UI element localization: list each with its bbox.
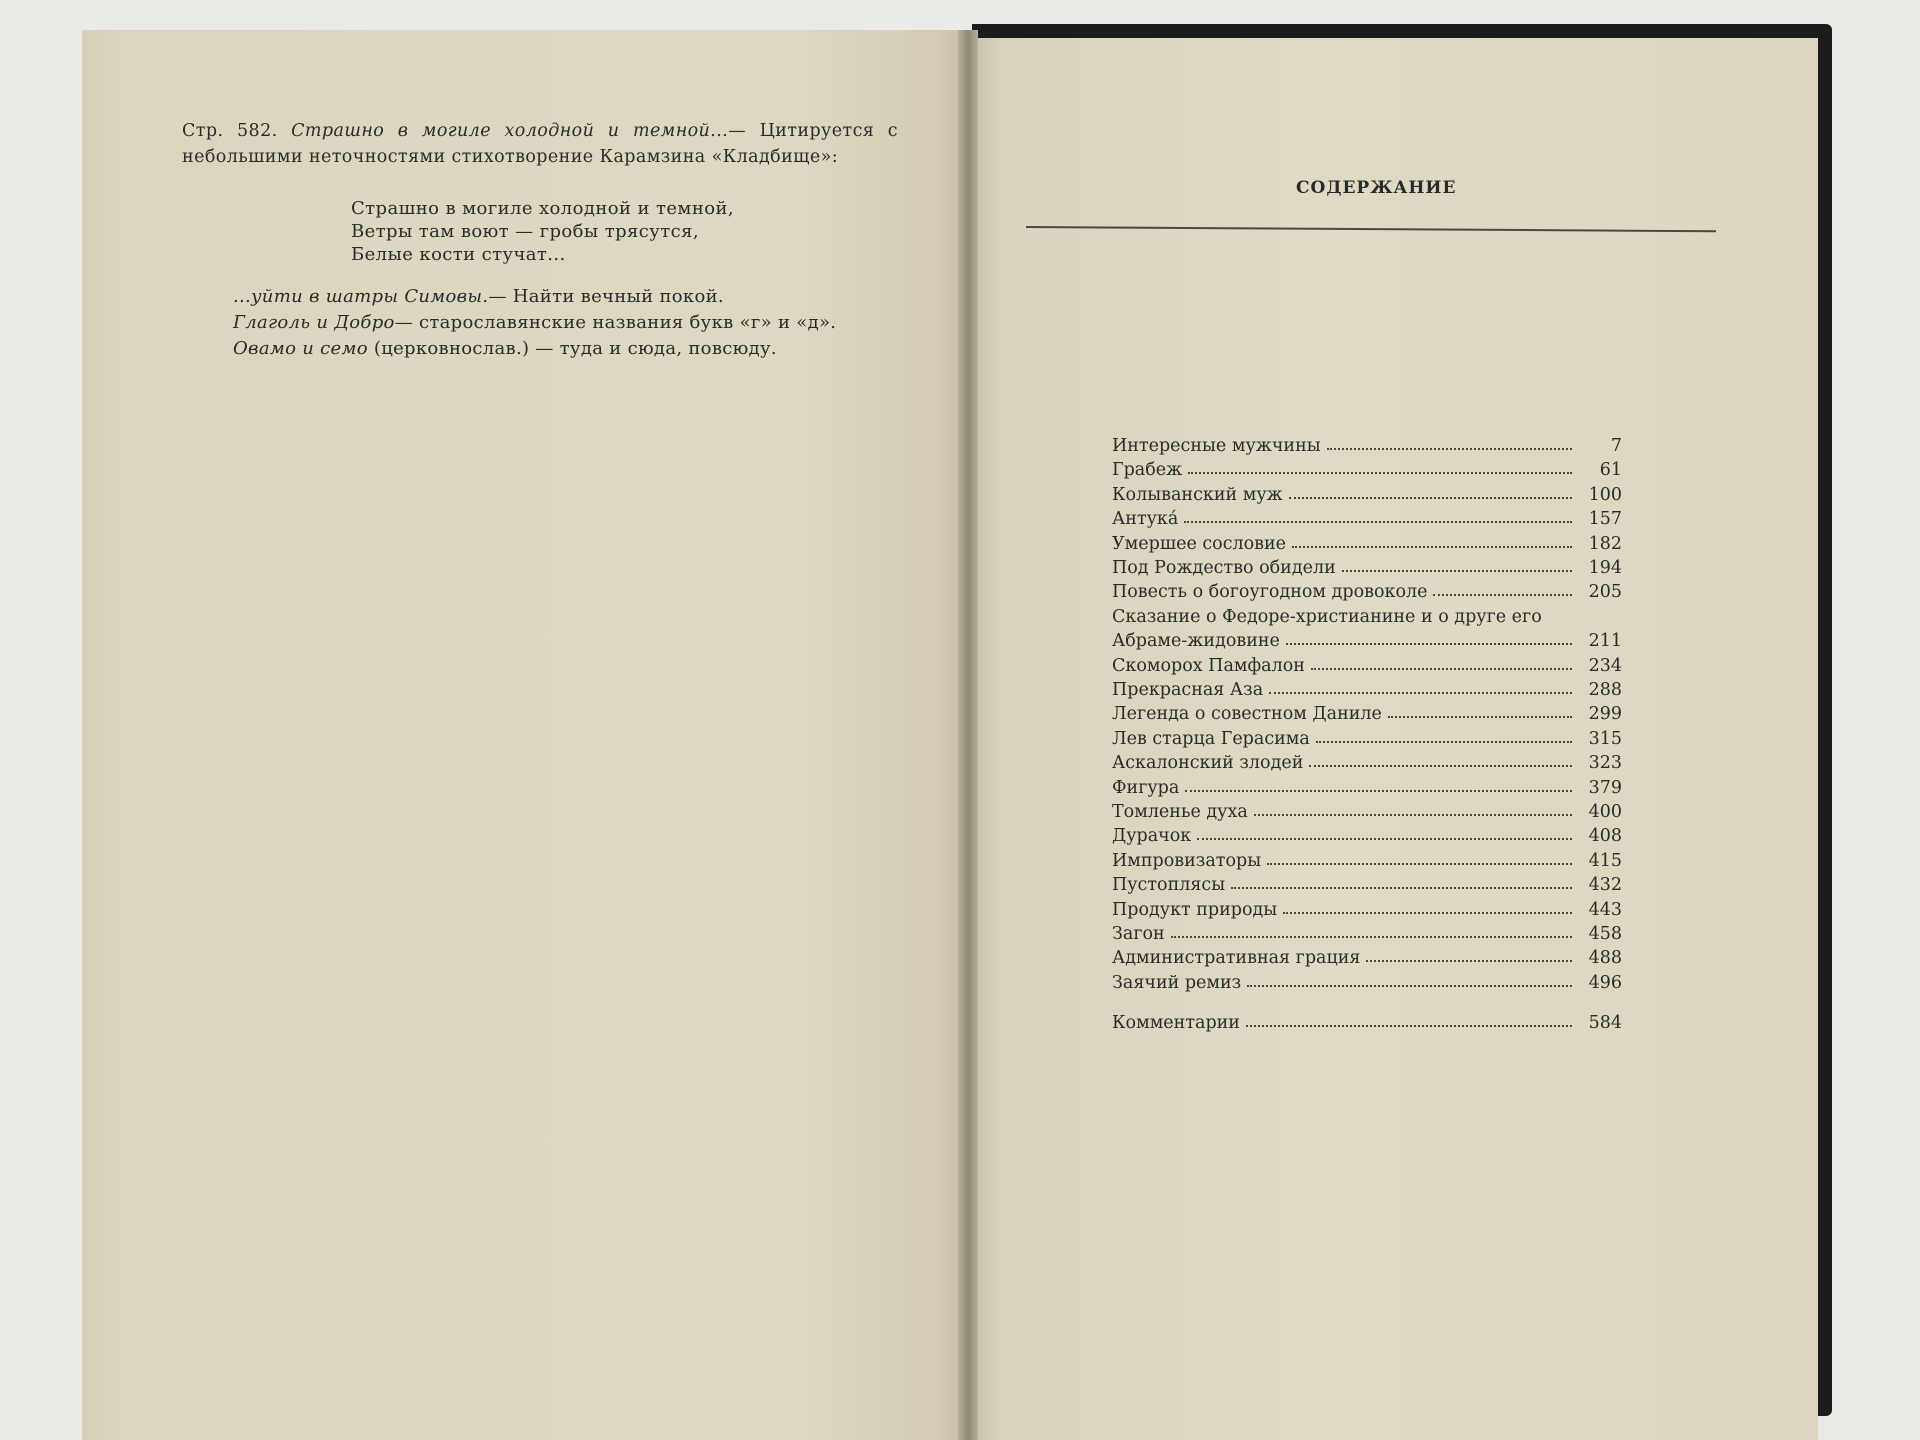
toc-entry: [1112, 627, 1622, 651]
toc-leader-dots: [1246, 1025, 1572, 1027]
toc-entry-title: Сказание о Федоре-христианине и о друге его: [1112, 606, 1542, 627]
note-explanation: — Цитируется с небольшими неточностями стихотворение Карамзина «Кладбище»:: [182, 121, 898, 167]
gloss-text: — Найти вечный покой.: [488, 286, 724, 307]
toc-entry-title: Административная грация: [1112, 948, 1361, 969]
toc-entry: [1112, 871, 1622, 895]
toc-entry-page: 182: [1588, 533, 1622, 554]
toc-entry-page: 194: [1588, 558, 1622, 578]
toc-entry-page: 458: [1588, 924, 1622, 944]
toc-entry: [1112, 505, 1622, 529]
gloss-term: Овамо и семо: [233, 338, 368, 359]
toc-entry: [1112, 774, 1622, 798]
gloss-text: (церковнослав.) — туда и сюда, повсюду.: [367, 338, 777, 359]
toc-entry-page: 211: [1588, 631, 1622, 652]
toc-entry-title: Фигура: [1112, 777, 1180, 798]
toc-entry: [1112, 554, 1622, 578]
toc-entry-title: Аскалонский злодей: [1112, 753, 1304, 774]
toc-leader-dots: [1185, 790, 1572, 792]
verse-line: Белые кости стучат...: [351, 244, 566, 265]
toc-entry: [1112, 676, 1622, 700]
toc-entry-page: 488: [1588, 948, 1622, 969]
toc-leader-dots: [1247, 985, 1572, 987]
toc-leader-dots: [1311, 668, 1572, 670]
toc-entry-title: Под Рождество обидели: [1112, 558, 1336, 578]
toc-leader-dots: [1254, 814, 1572, 816]
toc-leader-dots: [1327, 448, 1572, 450]
toc-entry-title: Повесть о богоугодном дровоколе: [1112, 582, 1428, 603]
toc-entry-page: 323: [1588, 753, 1622, 774]
toc-entry: [1112, 603, 1622, 627]
quoted-verse: [351, 197, 734, 266]
toc-entry: [1112, 578, 1622, 602]
toc-leader-dots: [1269, 692, 1572, 694]
gloss-term: ...уйти в шатры Симовы.: [233, 286, 489, 307]
toc-entry-title: Пустоплясы: [1112, 875, 1226, 896]
toc-entry-title: Импровизаторы: [1112, 850, 1262, 871]
toc-entry: [1112, 944, 1622, 968]
toc-entry-title: Грабеж: [1112, 460, 1183, 481]
toc-entry: [1112, 456, 1622, 480]
toc-entry-title: Загон: [1112, 924, 1165, 944]
toc-leader-dots: [1188, 472, 1572, 474]
toc-leader-dots: [1286, 643, 1572, 645]
toc-entry-title: Томленье духа: [1112, 802, 1248, 822]
toc-entry: [1112, 749, 1622, 773]
toc-entry: [1112, 700, 1622, 724]
toc-leader-dots: [1309, 765, 1572, 767]
toc-entry-page: 432: [1588, 875, 1622, 896]
toc-entry-title: Интересные мужчины: [1112, 436, 1321, 456]
toc-entry-page: 288: [1588, 680, 1622, 700]
toc-entry-page: 315: [1588, 728, 1622, 749]
toc-entry-page: 299: [1588, 704, 1622, 725]
toc-entry-title: Заячий ремиз: [1112, 972, 1242, 993]
gloss-item: [233, 336, 836, 362]
gloss-item: [233, 310, 836, 336]
toc-entry-page: 205: [1588, 582, 1622, 603]
toc-entry-page: 100: [1588, 484, 1622, 505]
verse-line: Ветры там воют — гробы трясутся,: [351, 221, 699, 242]
toc-entry-title: Колыванский муж: [1112, 484, 1283, 505]
toc-entry: [1112, 725, 1622, 749]
gloss-term: Глаголь и Добро: [233, 312, 395, 333]
toc-entry: [1112, 432, 1622, 456]
toc-entry-page: 408: [1588, 826, 1622, 847]
toc-entry-title: Лев старца Герасима: [1112, 728, 1310, 749]
toc-entry-title: Прекрасная Аза: [1112, 680, 1264, 700]
gloss-list: [233, 284, 836, 362]
gloss-item: [233, 284, 836, 310]
toc-entry-page: 496: [1588, 972, 1622, 993]
toc-leader-dots: [1283, 912, 1572, 914]
note-page-ref: Стр. 582.: [182, 121, 278, 141]
toc-entry: [1112, 847, 1622, 871]
toc-entry: [1112, 822, 1622, 846]
toc-entry-title: Скоморох Памфалон: [1112, 655, 1305, 676]
toc-leader-dots: [1197, 838, 1572, 840]
verse-line: Страшно в могиле холодной и темной,: [351, 198, 734, 219]
toc-entry-title: Легенда о совестном Даниле: [1112, 704, 1382, 725]
toc-leader-dots: [1342, 570, 1572, 572]
gloss-text: — старославянские названия букв «г» и «д».: [394, 312, 837, 333]
toc-leader-dots: [1184, 521, 1572, 523]
toc-entry-page: 584: [1588, 1013, 1622, 1034]
toc-entry: [1112, 652, 1622, 676]
toc-entry-page: 61: [1599, 460, 1622, 481]
toc-entry-title: Умершее сословие: [1112, 533, 1287, 554]
toc-entry-title: Абраме-жидовине: [1112, 631, 1280, 652]
toc-entry-title: Антука́: [1112, 509, 1179, 530]
toc-entry: [1112, 969, 1622, 993]
toc-leader-dots: [1171, 936, 1572, 938]
toc-leader-dots: [1231, 887, 1572, 889]
toc-leader-dots: [1292, 546, 1572, 548]
toc-entry-page: 415: [1588, 850, 1622, 871]
toc-leader-dots: [1267, 863, 1572, 865]
toc-entry-page: 7: [1610, 436, 1622, 456]
toc-entry: [1112, 481, 1622, 505]
toc-entry-title: Дурачок: [1112, 826, 1192, 847]
toc-entry-title: Комментарии: [1112, 1013, 1240, 1034]
toc-entry-page: 400: [1588, 802, 1622, 822]
toc-leader-dots: [1289, 497, 1572, 499]
toc-leader-dots: [1316, 741, 1572, 743]
toc-entry: [1112, 530, 1622, 554]
toc-leader-dots: [1388, 716, 1572, 718]
toc-entry-page: 443: [1588, 899, 1622, 920]
toc-entry-page: 157: [1588, 509, 1622, 530]
toc-entry-page: 379: [1588, 777, 1622, 798]
toc-heading: СОДЕРЖАНИЕ: [1296, 178, 1457, 198]
toc-entry: [1112, 896, 1622, 920]
note-quote: Страшно в могиле холодной и темной...: [291, 121, 729, 141]
toc-entry: [1112, 1009, 1622, 1033]
toc-entry: [1112, 920, 1622, 944]
toc-leader-dots: [1433, 594, 1572, 596]
commentary-note: [182, 118, 898, 170]
toc-entry-page: 234: [1588, 655, 1622, 676]
toc-entry: [1112, 798, 1622, 822]
toc-leader-dots: [1366, 960, 1572, 962]
book-gutter: [958, 30, 978, 1440]
toc-entry-title: Продукт природы: [1112, 899, 1278, 920]
